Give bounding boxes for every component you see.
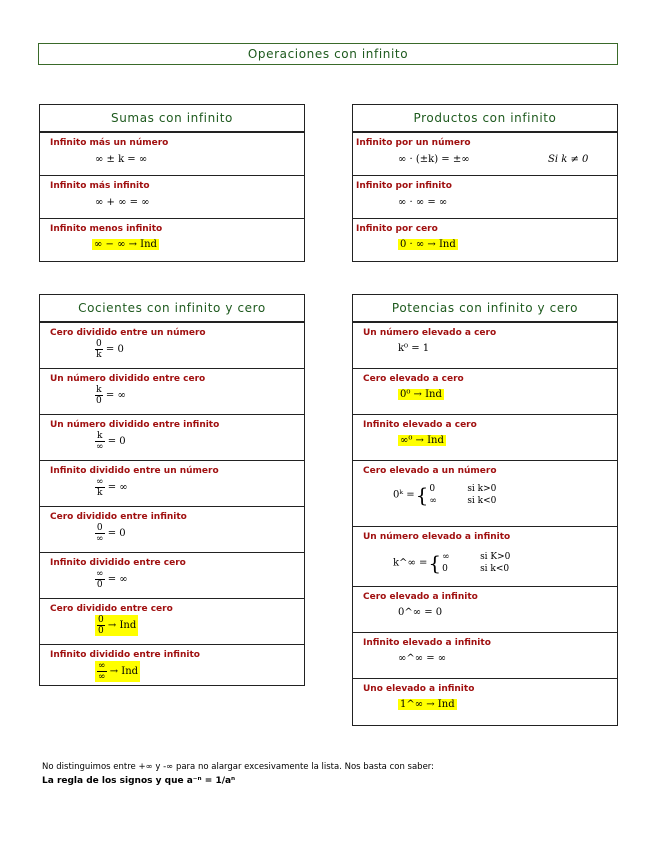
- fraction-numerator: 0: [96, 339, 102, 349]
- item-formula: ∞ · (±k) = ±∞: [398, 154, 470, 165]
- brace-symbol: {: [415, 483, 429, 507]
- piecewise-cases: [442, 551, 510, 575]
- item-label: Infinito menos infinito: [50, 224, 163, 234]
- item-formula: k⁰ = 1: [398, 343, 430, 354]
- list-item: [353, 369, 617, 415]
- item-formula: [95, 569, 128, 590]
- list-item: [40, 176, 304, 219]
- brace-symbol: {: [428, 551, 442, 575]
- item-formula: [393, 551, 510, 575]
- fraction-result: = 0: [107, 528, 126, 539]
- case-condition: si K>0: [480, 552, 511, 562]
- fraction-numerator: 0: [98, 615, 104, 625]
- item-formula: [95, 385, 126, 406]
- item-formula: 1^∞ → Ind: [400, 699, 455, 710]
- item-condition: Si k ≠ 0: [548, 154, 589, 165]
- list-item: [40, 369, 304, 415]
- item-label: Infinito por infinito: [356, 181, 452, 191]
- list-item: [353, 323, 617, 369]
- item-formula: [95, 339, 124, 360]
- potencias-box: [352, 294, 618, 726]
- list-item: [353, 633, 617, 679]
- list-item: [353, 219, 617, 263]
- page-title: Operaciones con infinito: [38, 43, 618, 65]
- fraction: [95, 569, 105, 590]
- item-label: Infinito dividido entre un número: [50, 466, 219, 476]
- sumas-heading: Sumas con infinito: [40, 105, 304, 133]
- fraction-denominator: ∞: [96, 442, 104, 452]
- item-label: Infinito por un número: [356, 138, 471, 148]
- piecewise-lhs: k^∞ =: [393, 557, 428, 569]
- fraction-result: = 0: [107, 436, 126, 447]
- item-formula: [95, 523, 126, 544]
- list-item: [40, 461, 304, 507]
- item-formula: ∞ − ∞ → Ind: [94, 239, 157, 250]
- item-formula: ∞^∞ = ∞: [398, 653, 447, 664]
- fraction: [97, 615, 105, 636]
- list-item: [40, 645, 304, 689]
- case-value: 0: [442, 564, 448, 574]
- list-item: [40, 553, 304, 599]
- fraction-result: → Ind: [109, 666, 139, 677]
- fraction-denominator: 0: [96, 396, 102, 406]
- piecewise-cases: [429, 483, 496, 507]
- item-label: Un número elevado a cero: [363, 328, 497, 338]
- fraction-numerator: k: [95, 431, 105, 442]
- item-formula: ∞⁰ → Ind: [400, 435, 444, 446]
- item-formula: ∞ · ∞ = ∞: [398, 197, 448, 208]
- case-value: 0: [429, 484, 436, 494]
- list-item: [353, 679, 617, 724]
- fraction-numerator: k: [96, 385, 102, 395]
- piecewise-lhs: 0ᵏ =: [393, 489, 415, 501]
- fraction-denominator: k: [97, 488, 103, 498]
- item-label: Un número dividido entre cero: [50, 374, 206, 384]
- fraction-numerator: ∞: [98, 661, 106, 671]
- item-formula: [95, 661, 140, 682]
- item-formula: 0⁰ → Ind: [400, 389, 442, 400]
- list-item: [40, 507, 304, 553]
- item-formula: 0^∞ = 0: [398, 607, 443, 618]
- cocientes-box: [39, 294, 305, 686]
- item-formula: 0 · ∞ → Ind: [400, 239, 456, 250]
- fraction: [95, 339, 103, 360]
- item-label: Infinito más un número: [50, 138, 169, 148]
- fraction-result: → Ind: [107, 620, 137, 631]
- fraction-denominator: ∞: [98, 672, 106, 682]
- item-formula: [95, 431, 126, 452]
- fraction-denominator: ∞: [96, 534, 104, 544]
- fraction-numerator: ∞: [96, 477, 104, 487]
- fraction-denominator: 0: [96, 580, 103, 590]
- fraction-result: = ∞: [107, 482, 128, 493]
- list-item: [40, 323, 304, 369]
- list-item: [40, 599, 304, 645]
- item-label: Cero dividido entre infinito: [50, 512, 187, 522]
- fraction-numerator: 0: [96, 523, 103, 533]
- fraction-result: = ∞: [105, 390, 126, 401]
- cocientes-heading: Cocientes con infinito y cero: [40, 295, 304, 323]
- list-item: [353, 176, 617, 219]
- item-label: Infinito más infinito: [50, 181, 150, 191]
- case-value: ∞: [442, 552, 450, 562]
- item-label: Uno elevado a infinito: [363, 684, 475, 694]
- item-formula: ∞ + ∞ = ∞: [95, 197, 150, 208]
- list-item: [353, 133, 617, 176]
- item-label: Un número elevado a infinito: [363, 532, 511, 542]
- list-item: [353, 461, 617, 527]
- fraction: [95, 385, 103, 406]
- fraction-denominator: k: [96, 350, 102, 360]
- sumas-box: [39, 104, 305, 262]
- potencias-heading: Potencias con infinito y cero: [353, 295, 617, 323]
- fraction-numerator: ∞: [96, 569, 104, 579]
- list-item: [40, 133, 304, 176]
- item-label: Infinito por cero: [356, 224, 438, 234]
- case-condition: si k<0: [467, 496, 497, 506]
- item-label: Cero elevado a un número: [363, 466, 497, 476]
- item-label: Infinito dividido entre infinito: [50, 650, 200, 660]
- item-label: Un número dividido entre infinito: [50, 420, 220, 430]
- fraction-result: = 0: [105, 344, 124, 355]
- case-condition: si k>0: [467, 484, 497, 494]
- fraction: [97, 661, 107, 682]
- fraction-denominator: 0: [98, 626, 104, 636]
- case-value: ∞: [429, 496, 437, 506]
- productos-heading: Productos con infinito: [353, 105, 617, 133]
- list-item: [40, 415, 304, 461]
- item-formula: ∞ ± k = ∞: [95, 154, 148, 165]
- item-label: Infinito elevado a cero: [363, 420, 477, 430]
- footer-rule: La regla de los signos y que a⁻ⁿ = 1/aⁿ: [42, 776, 236, 786]
- item-label: Infinito elevado a infinito: [363, 638, 491, 648]
- item-formula: [393, 483, 496, 507]
- case-condition: si k<0: [480, 564, 510, 574]
- fraction: [95, 523, 105, 544]
- item-formula: [95, 615, 138, 636]
- fraction-result: = ∞: [107, 574, 128, 585]
- item-formula: [95, 477, 128, 498]
- list-item: [40, 219, 304, 263]
- list-item: [353, 587, 617, 633]
- item-label: Cero dividido entre un número: [50, 328, 206, 338]
- list-item: [353, 415, 617, 461]
- fraction: [95, 477, 105, 498]
- list-item: [353, 527, 617, 587]
- item-label: Cero elevado a infinito: [363, 592, 478, 602]
- item-label: Cero dividido entre cero: [50, 604, 173, 614]
- item-label: Cero elevado a cero: [363, 374, 464, 384]
- item-label: Infinito dividido entre cero: [50, 558, 186, 568]
- footer-note: No distinguimos entre +∞ y -∞ para no alargar excesivamente la lista. Nos basta con saber:: [42, 762, 435, 772]
- productos-box: [352, 104, 618, 262]
- fraction: [95, 431, 105, 452]
